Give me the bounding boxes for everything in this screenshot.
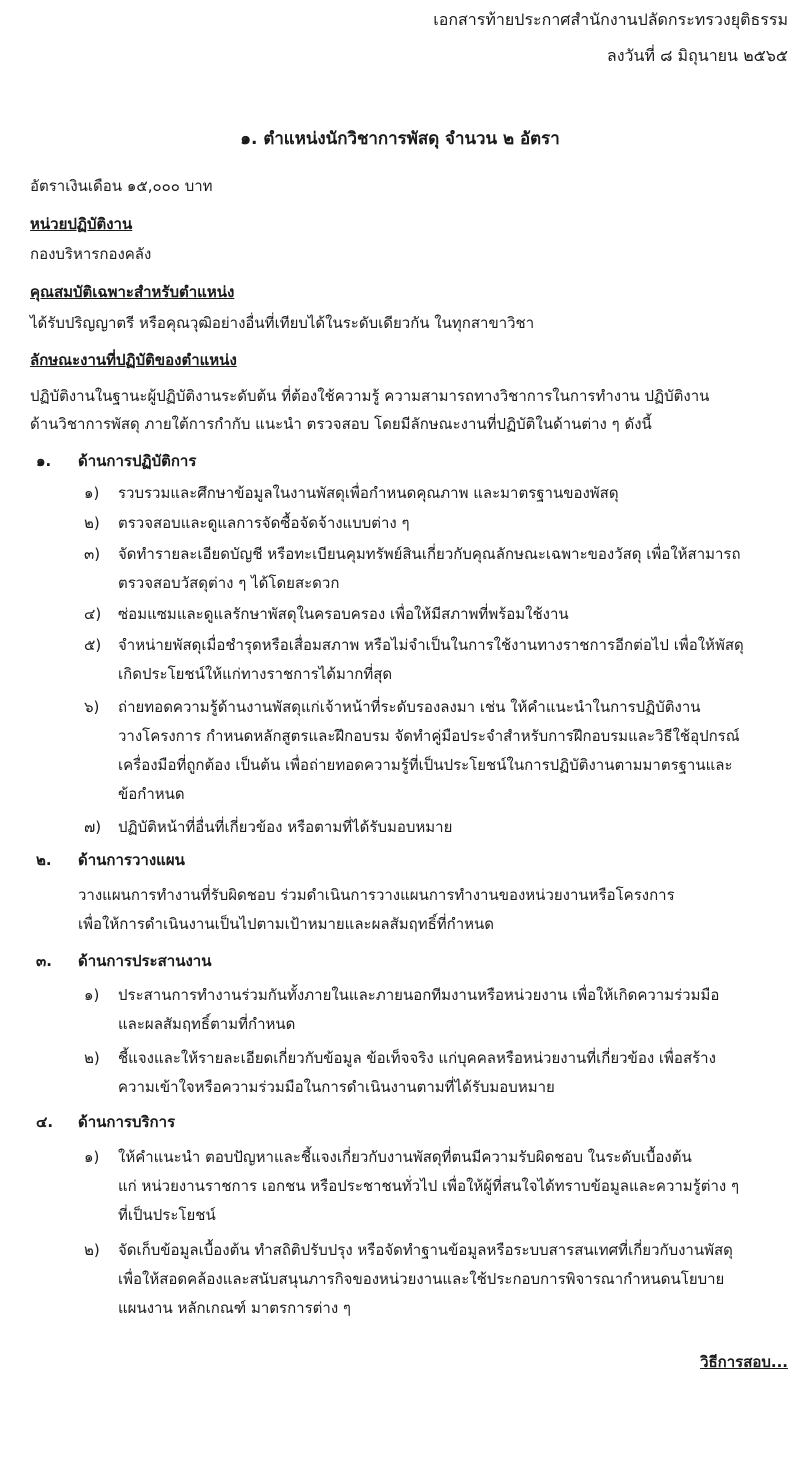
section-number: ๔. <box>36 1113 54 1131</box>
item-line: ประสานการทำงานร่วมกันทั้งภายในและภายนอกทีมงานหรือหน่วยงาน เพื่อให้เกิดความร่วมมือ <box>118 986 720 1004</box>
document-reference: เอกสารท้ายประกาศสำนักงานปลัดกระทรวงยุติธรรม <box>433 10 788 29</box>
item-line: ถ่ายทอดความรู้ด้านงานพัสดุแก่เจ้าหน้าที่ระดับรองลงมา เช่น ให้คำแนะนำในการปฏิบัติงาน <box>118 698 701 716</box>
item-number: ๗) <box>84 818 102 836</box>
item-line: จัดเก็บข้อมูลเบื้องต้น ทำสถิติปรับปรุง หรือจัดทำฐานข้อมูลหรือระบบสารสนเทศที่เกี่ยวกับงานพัสดุ <box>118 1241 733 1259</box>
item-number: ๕) <box>84 636 102 654</box>
item-line: ข้อกำหนด <box>118 785 185 803</box>
item-line: เพื่อให้สอดคล้องและสนับสนุนภารกิจของหน่วยงานและใช้ประกอบการพิจารณากำหนดนโยบาย <box>118 1270 725 1288</box>
item-number: ๑) <box>84 484 100 502</box>
item-number: ๖) <box>84 698 100 716</box>
item-number: ๒) <box>84 1049 100 1067</box>
qualification-value: ได้รับปริญญาตรี หรือคุณวุฒิอย่างอื่นที่เทียบได้ในระดับเดียวกัน ในทุกสาขาวิชา <box>30 314 535 332</box>
duties-intro-line: ด้านวิชาการพัสดุ ภายใต้การกำกับ แนะนำ ตรวจสอบ โดยมีลักษณะงานที่ปฏิบัติในด้านต่าง ๆ ดังนี้ <box>30 415 652 433</box>
item-line: ปฏิบัติหน้าที่อื่นที่เกี่ยวข้อง หรือตามที่ได้รับมอบหมาย <box>118 818 453 836</box>
duties-heading: ลักษณะงานที่ปฏิบัติของตำแหน่ง <box>30 351 237 369</box>
section-text-line: วางแผนการทำงานที่รับผิดชอบ ร่วมดำเนินการวางแผนการทำงานของหน่วยงานหรือโครงการ <box>78 886 675 904</box>
salary-text: อัตราเงินเดือน ๑๕,๐๐๐ บาท <box>30 177 213 195</box>
item-line: จัดทำรายละเอียดบัญชี หรือทะเบียนคุมทรัพย์สินเกี่ยวกับคุณลักษณะเฉพาะของวัสดุ เพื่อให้สามารถ <box>118 545 741 563</box>
continued-marker: วิธีการสอบ... <box>700 1353 788 1371</box>
item-line: รวบรวมและศึกษาข้อมูลในงานพัสดุเพื่อกำหนดคุณภาพ และมาตรฐานของพัสดุ <box>118 484 619 502</box>
item-line: ตรวจสอบวัสดุต่าง ๆ ได้โดยสะดวก <box>118 574 340 592</box>
section-title: ด้านการประสานงาน <box>78 952 212 970</box>
item-number: ๑) <box>84 986 100 1004</box>
item-line: ความเข้าใจหรือความร่วมมือในการดำเนินงานตามที่ได้รับมอบหมาย <box>118 1078 555 1096</box>
item-line: ตรวจสอบและดูแลการจัดซื้อจัดจ้างแบบต่าง ๆ <box>118 514 410 532</box>
qualification-heading: คุณสมบัติเฉพาะสำหรับตำแหน่ง <box>30 283 235 301</box>
item-number: ๒) <box>84 514 100 532</box>
item-number: ๔) <box>84 605 102 623</box>
page-title: ๑. ตำแหน่งนักวิชาการพัสดุ จำนวน ๒ อัตรา <box>240 128 560 148</box>
item-number: ๓) <box>84 545 101 563</box>
section-number: ๑. <box>36 452 52 470</box>
item-line: เกิดประโยชน์ให้แก่ทางราชการได้มากที่สุด <box>118 665 393 683</box>
document-date: ลงวันที่ ๘ มิถุนายน ๒๕๖๕ <box>606 46 788 65</box>
item-line: วางโครงการ กำหนดหลักสูตรและฝึกอบรม จัดทำคู่มือประจำสำหรับการฝึกอบรมและวิธีใช้อุปกรณ์ <box>118 727 740 745</box>
item-line: ที่เป็นประโยชน์ <box>118 1206 216 1224</box>
section-title: ด้านการวางแผน <box>78 851 185 869</box>
item-line: ชี้แจงและให้รายละเอียดเกี่ยวกับข้อมูล ข้อเท็จจริง แก่บุคคลหรือหน่วยงานที่เกี่ยวข้อง เพื่อสร้าง <box>118 1049 716 1067</box>
item-line: ให้คำแนะนำ ตอบปัญหาและชี้แจงเกี่ยวกับงานพัสดุที่ตนมีความรับผิดชอบ ในระดับเบื้องต้น <box>118 1148 692 1166</box>
section-number: ๒. <box>36 851 52 869</box>
item-line: เครื่องมือที่ถูกต้อง เป็นต้น เพื่อถ่ายทอดความรู้ที่เป็นประโยชน์ในการปฏิบัติงานตามมาตรฐานและ <box>118 756 733 774</box>
unit-heading: หน่วยปฏิบัติงาน <box>30 215 133 233</box>
item-line: และผลสัมฤทธิ์ตามที่กำหนด <box>118 1015 296 1033</box>
item-line: แผนงาน หลักเกณฑ์ มาตรการต่าง ๆ <box>118 1299 351 1317</box>
item-number: ๑) <box>84 1148 100 1166</box>
section-number: ๓. <box>36 952 52 970</box>
item-line: แก่ หน่วยงานราชการ เอกชน หรือประชาชนทั่วไป เพื่อให้ผู้ที่สนใจได้ทราบข้อมูลและความรู้ต่าง ๆ <box>118 1177 740 1195</box>
item-number: ๒) <box>84 1241 100 1259</box>
item-line: ซ่อมแซมและดูแลรักษาพัสดุในครอบครอง เพื่อให้มีสภาพที่พร้อมใช้งาน <box>118 605 569 623</box>
section-title: ด้านการบริการ <box>78 1113 176 1131</box>
item-line: จำหน่ายพัสดุเมื่อชำรุดหรือเสื่อมสภาพ หรือไม่จำเป็นในการใช้งานทางราชการอีกต่อไป เพื่อให้พัสดุ <box>118 636 744 654</box>
section-title: ด้านการปฏิบัติการ <box>78 452 197 470</box>
duties-intro-line: ปฏิบัติงานในฐานะผู้ปฏิบัติงานระดับต้น ที่ต้องใช้ความรู้ ความสามารถทางวิชาการในการทำงาน ปฏิบัติงาน <box>30 387 710 405</box>
section-text-line: เพื่อให้การดำเนินงานเป็นไปตามเป้าหมายและผลสัมฤทธิ์ที่กำหนด <box>78 915 495 933</box>
unit-value: กองบริหารกองคลัง <box>30 245 152 263</box>
